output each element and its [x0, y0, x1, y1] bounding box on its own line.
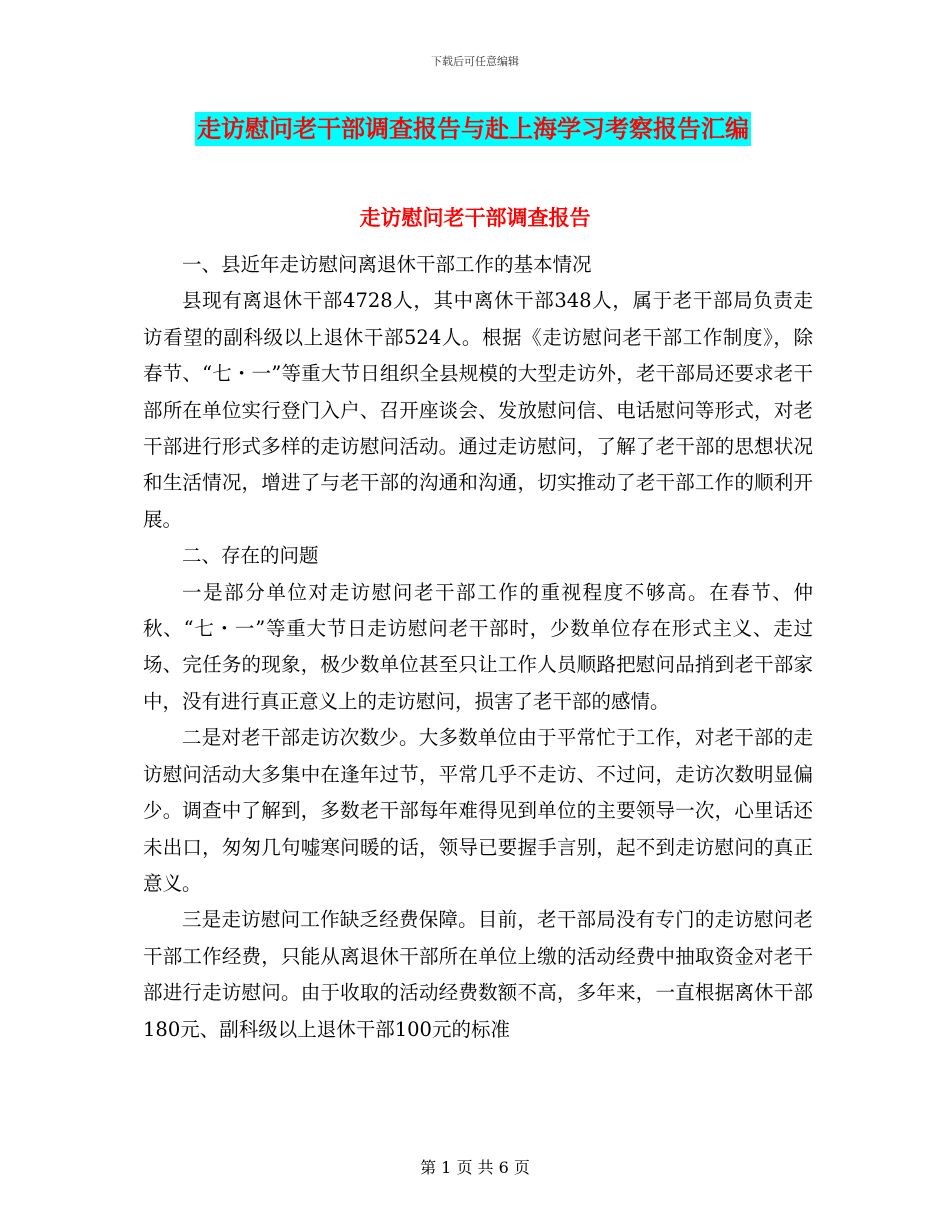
paragraph-basic-situation: 县现有离退休干部4728人，其中离休干部348人，属于老干部局负责走访看望的副科级以上退休干部524人。根据《走访慰问老干部工作制度》，除春节、“七・一”等重大节日组织全县规模的大型走访外，老干部局还要求老干部所在单位实行登门入户、召开座谈会、发放慰问信、电话慰问等形式，对老干部进行形式多样的走访慰问活动。通过走访慰问，了解了老干部的思想状况和生活情况，增进了与老干部的沟通和沟通，切实推动了老干部工作的顺利开展。: [143, 289, 813, 531]
paragraph-problem-one: 一是部分单位对走访慰问老干部工作的重视程度不够高。在春节、仲秋、“七・一”等重大节日走访慰问老干部时，少数单位存在形式主义、走过场、完任务的现象，极少数单位甚至只让工作人员顺路把慰问品捎到老干部家中，没有进行真正意义上的走访慰问，损害了老干部的感情。: [143, 580, 813, 713]
document-body: [143, 247, 813, 1048]
page-number: 第 1 页 共 6 页: [420, 1158, 530, 1177]
section-title: 走访慰问老干部调查报告: [359, 206, 591, 230]
heading-problems: 二、存在的问题: [182, 544, 319, 568]
document-title: 走访慰问老干部调查报告与赴上海学习考察报告汇编: [195, 112, 751, 146]
header-note: 下载后可任意编辑: [431, 55, 519, 68]
heading-basic-situation: 一、县近年走访慰问离退休干部工作的基本情况: [182, 253, 592, 276]
paragraph-problem-three: 三是走访慰问工作缺乏经费保障。目前，老干部局没有专门的走访慰问老干部工作经费，只能从离退休干部所在单位上缴的活动经费中抽取资金对老干部进行走访慰问。由于收取的活动经费数额不高，多年来，一直根据离休干部180元、副科级以上退休干部100元的标准: [143, 908, 813, 1041]
paragraph-problem-two: 二是对老干部走访次数少。大多数单位由于平常忙于工作，对老干部的走访慰问活动大多集中在逢年过节，平常几乎不走访、不过问，走访次数明显偏少。调查中了解到，多数老干部每年难得见到单位的主要领导一次，心里话还未出口，匆匆几句嘘寒问暖的话，领导已要握手言别，起不到走访慰问的真正意义。: [143, 726, 813, 895]
